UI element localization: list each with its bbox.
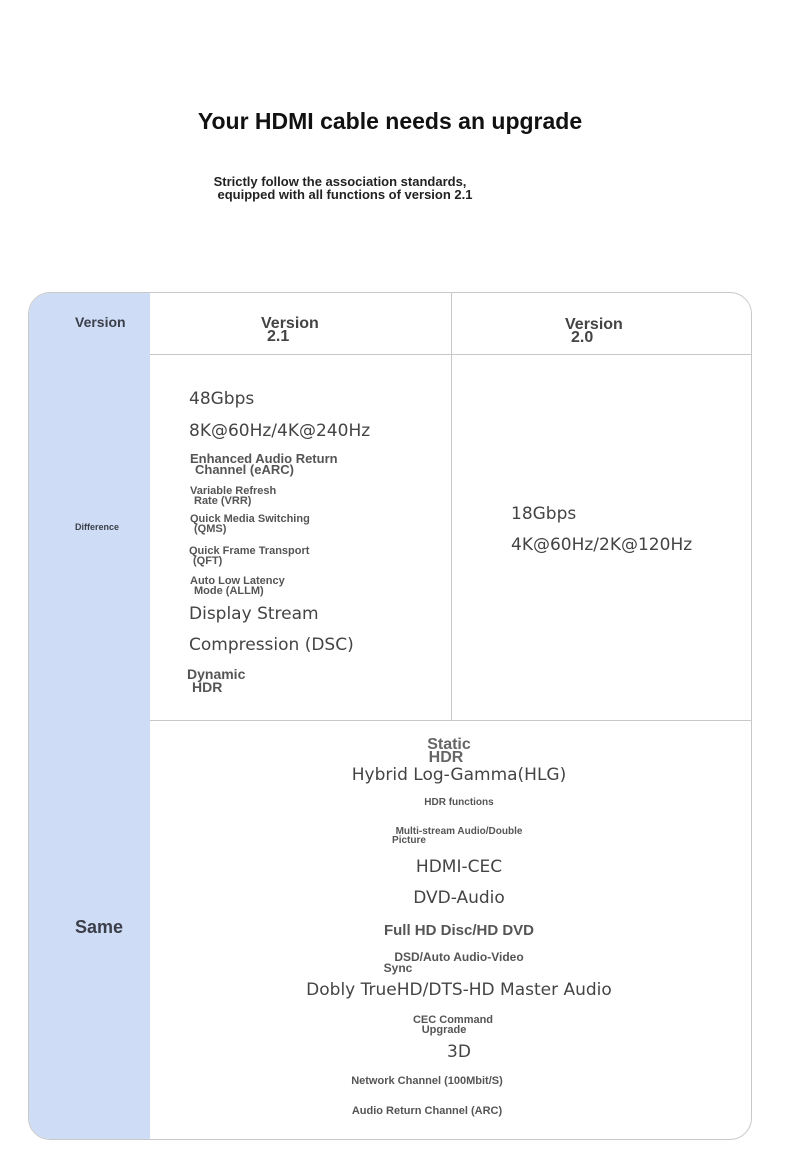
same-dsd-sync: [159, 952, 752, 974]
v21-vrr-line-2: Rate (VRR): [194, 495, 252, 507]
column-header-v20: [565, 318, 623, 344]
same-cec-command: [159, 1015, 752, 1035]
row-header-difference: Difference: [75, 522, 120, 532]
page-title: Your HDMI cable needs an upgrade: [197, 108, 583, 134]
page-subtitle: [160, 175, 520, 201]
v21-allm: [190, 576, 285, 596]
v21-vrr: [190, 486, 276, 506]
v21-earc-line-1: Enhanced Audio Return: [190, 451, 338, 466]
same-full-hd: Full HD Disc/HD DVD: [383, 922, 534, 939]
v21-bandwidth: 48Gbps: [189, 389, 255, 409]
v21-allm-line-2: Mode (ALLM): [194, 585, 264, 597]
v21-dynamic-hdr-line-1: Dynamic: [187, 666, 246, 682]
same-arc: Audio Return Channel (ARC): [351, 1105, 503, 1117]
subtitle-line-1: Strictly follow the association standards,: [213, 174, 467, 189]
column-header-v21-label: Version: [261, 315, 319, 332]
column-header-v21: [261, 317, 319, 343]
v21-dynamic-hdr-line-2: HDR: [192, 679, 223, 695]
v21-dynamic-hdr: [187, 668, 245, 694]
v21-dsc-line-2: Compression (DSC): [189, 635, 354, 655]
same-multistream-line-1: Multi-stream Audio/Double: [395, 826, 523, 837]
same-hdr-functions: HDR functions: [424, 797, 494, 808]
same-static-hdr-line-1: Static: [427, 736, 471, 753]
same-hdmi-cec: HDMI-CEC: [415, 857, 503, 877]
v20-resolution: 4K@60Hz/2K@120Hz: [511, 535, 693, 555]
v21-qft: [189, 546, 309, 566]
divider-difference: [150, 720, 751, 721]
row-header-column: [29, 293, 150, 1139]
v21-resolution: 8K@60Hz/4K@240Hz: [189, 421, 371, 441]
same-dvd-audio: DVD-Audio: [413, 888, 505, 908]
row-header-version: Version: [75, 314, 126, 330]
same-multistream-line-2: Picture: [392, 835, 426, 846]
same-hlg: Hybrid Log-Gamma(HLG): [351, 765, 567, 785]
same-dolby: Dobly TrueHD/DTS-HD Master Audio: [306, 980, 612, 1000]
same-cec-command-line-2: Upgrade: [421, 1024, 467, 1036]
same-multistream: [159, 827, 752, 845]
v21-vrr-line-1: Variable Refresh: [190, 485, 277, 497]
same-static-hdr-line-2: HDR: [428, 749, 464, 766]
v21-allm-line-1: Auto Low Latency: [190, 575, 285, 587]
same-cec-command-line-1: CEC Command: [412, 1014, 494, 1026]
column-header-v20-label: Version: [565, 316, 623, 333]
v21-qms-line-2: (QMS): [194, 523, 227, 535]
same-dsd-sync-line-1: DSD/Auto Audio-Video: [394, 950, 524, 964]
column-header-v20-number: 2.0: [571, 329, 594, 346]
v21-qft-line-2: (QFT): [193, 555, 223, 567]
row-header-same: Same: [75, 917, 124, 937]
v21-qms: [190, 514, 310, 534]
divider-columns: [451, 293, 452, 720]
subtitle-line-2: equipped with all functions of version 2.1: [217, 187, 473, 202]
same-static-hdr: [159, 738, 752, 764]
same-dsd-sync-line-2: Sync: [383, 961, 413, 975]
v21-qms-line-1: Quick Media Switching: [190, 513, 310, 525]
v21-dsc-line-1: Display Stream: [189, 604, 319, 624]
same-network-channel: Network Channel (100Mbit/S): [351, 1075, 503, 1087]
v20-bandwidth: 18Gbps: [511, 504, 577, 524]
v21-qft-line-1: Quick Frame Transport: [189, 545, 310, 557]
comparison-table: [28, 292, 752, 1140]
column-header-v21-number: 2.1: [267, 328, 290, 345]
v21-earc-line-2: Channel (eARC): [195, 462, 294, 477]
v21-earc: [190, 453, 338, 475]
same-3d: 3D: [447, 1042, 471, 1062]
